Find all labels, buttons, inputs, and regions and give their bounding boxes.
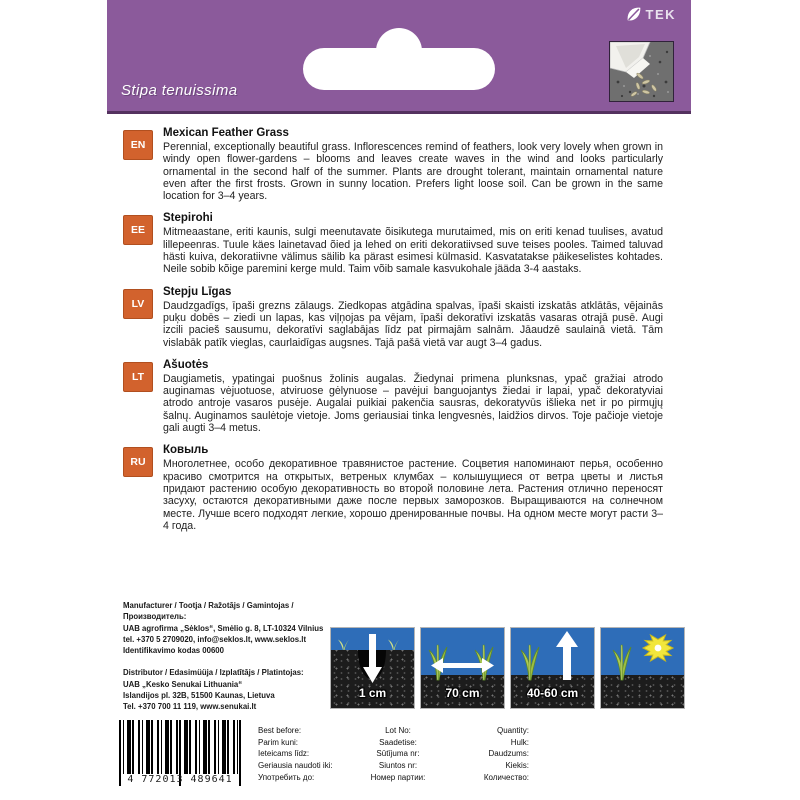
leaf-icon [625,5,643,23]
section-title-ru: Ковыль [163,444,209,457]
pictogram-plant-height [510,627,595,709]
hang-hole-slot [303,48,495,90]
section-title-lt: Ašuotės [163,358,209,371]
description-sections [123,127,663,542]
section-body-ru: Многолетнее, особо декоративное травянистое растение. Соцветия напоминают перья, особенно красиво смотрится на открытых, ветреных клумбах – колышущиеся от ветра цветы и листья придают растению особую декоративность во второй половине лета. Растения отлично переносят засуху, остаются декоративными даже после первых заморозков. Выращиваются на солнечном месте. Лучше всего подходят легкие, хорошо дренированные почвы. На одном месте могут расти 3–4 года. [163,458,663,532]
section-body-en: Perennial, exceptionally beautiful grass. Inflorescences remind of feathers, look very lovely when grown in windy open flower-gardens – blooms and leaves create waves in the wind and looks particularly ornamental in the second half of the summer. Plants are drought tolerant, maintain ornamental nature even after the first frosts. Grown in sunny location. Prefers light loose soil. Can be grown in the same location for 3–4 years. [163,141,663,203]
pictogram-plant-spacing [420,627,505,709]
brand-logo [625,5,677,23]
pictogram-sowing-depth [330,627,415,709]
plant-spacing-value: 70 cm [445,686,480,700]
section-lt [123,359,663,434]
sun-icon [601,628,684,708]
language-badge-ru: RU [123,447,153,477]
manufacturer-info: Manufacturer / Tootja / Ražotājs / Gamintojas / Производитель: UAB agrofirma „Sėklos“, Smėlio g. 8, LT-10324 Vilnius tel. +370 5 2709020, info@seklos.lt, www.seklos.lt Identifikavimo kodas 00600 [123,601,324,656]
language-badge-lt: LT [123,362,153,392]
section-ru [123,444,663,532]
section-lv [123,286,663,349]
section-title-en: Mexican Feather Grass [163,127,289,139]
quantity-labels: Quantity: Hulk: Daudzums: Kiekis: Количество: [483,726,529,782]
seed-packet-photo [609,41,674,102]
section-body-lt: Daugiametis, ypatingai puošnus žolinis augalas. Žiedynai primena plunksnas, ypač gražiai atrodo auginamas vėjuotuose, atviruose gėlynuose – pavėjui banguojantys žiedai ir lapai, ypač dekoratyviai atrodo antroje vasaros pusėje. Augalai puikiai pakenčia sausras, dekoratyvūs išlieka net ir po pirmųjų šalnų. Auginamos saulėtoje vietoje. Joms geriausiai tinka lengvesnės, laidžios dirvos. Toje pačioje vietoje gali augti 3–4 metus. [163,372,663,435]
best-before-labels: Best before: Parim kuni: Ieteicams līdz: Geriausia naudoti iki: Употребить до: [258,726,333,782]
barcode-number: 4 772013 489641 [127,774,233,785]
company-info [123,600,331,724]
plant-height-value: 40-60 cm [526,686,579,700]
sowing-depth-value: 1 cm [358,686,387,700]
language-badge-en: EN [123,130,153,160]
latin-variety-name: Stipa tenuissima [121,82,238,99]
section-en [123,127,663,202]
section-ee [123,212,663,275]
section-body-ee: Mitmeaastane, eriti kaunis, sulgi meenutavate õisikutega murutaimed, mis on eriti kenad tuulises, avatud lillepeenras. Tuule käes lainetavad õied ja lehed on eriti dekoratiivsed suve teises pooles. Taimed taluvad hästi kuiva, dekoratiivne välimus säilib ka pärast esimesi külmasid. Kasvatatakse päikeselistes kohtades. Neile sobib kõige paremini kerge muld. Taim võib samale kasvukohale jääda 3-4 aastaks. [163,226,663,276]
lot-number-labels: Lot No: Saadetise: Sūtījuma nr: Siuntos nr: Номер партии: [370,726,426,782]
language-badge-lv: LV [123,289,153,319]
distributor-info: Distributor / Edasimüüja / Izplatītājs / Platintojas: UAB „Kesko Senukai Lithuania“ Islandijos pl. 32B, 51500 Kaunas, Lietuva Tel. +370 700 11 119, www.senukai.lt [123,668,304,712]
growing-pictograms [330,627,685,709]
section-title-lv: Stepju Līgas [163,285,232,298]
ean-barcode [115,720,245,792]
section-title-ee: Stepirohi [163,212,213,225]
pictogram-sunny-location [600,627,685,709]
header-band [107,0,691,114]
language-badge-ee: EE [123,215,153,245]
seed-packet-back [107,0,691,800]
section-body-lv: Daudzgadīgs, īpaši grezns zālaugs. Ziedkopas atgādina spalvas, īpaši skaisti izskatās atklātās, vējainās puķu dobēs – ziedi un lapas, kas viļņojas pa vējam, īpaši dekoratīvi izskatās vasaras otrajā pusē. Augi izcili pacieš sausumu, dekoratīvi saglabājas līdz pat pirmajām salnām. Jāaudzē saulainā vietā. Tām vislabāk patīk vieglas, caurlaidīgas augsnes. Tajā pašā vietā var augt 3–4 gadus. [163,299,663,349]
brand-name: TEK [645,6,676,22]
